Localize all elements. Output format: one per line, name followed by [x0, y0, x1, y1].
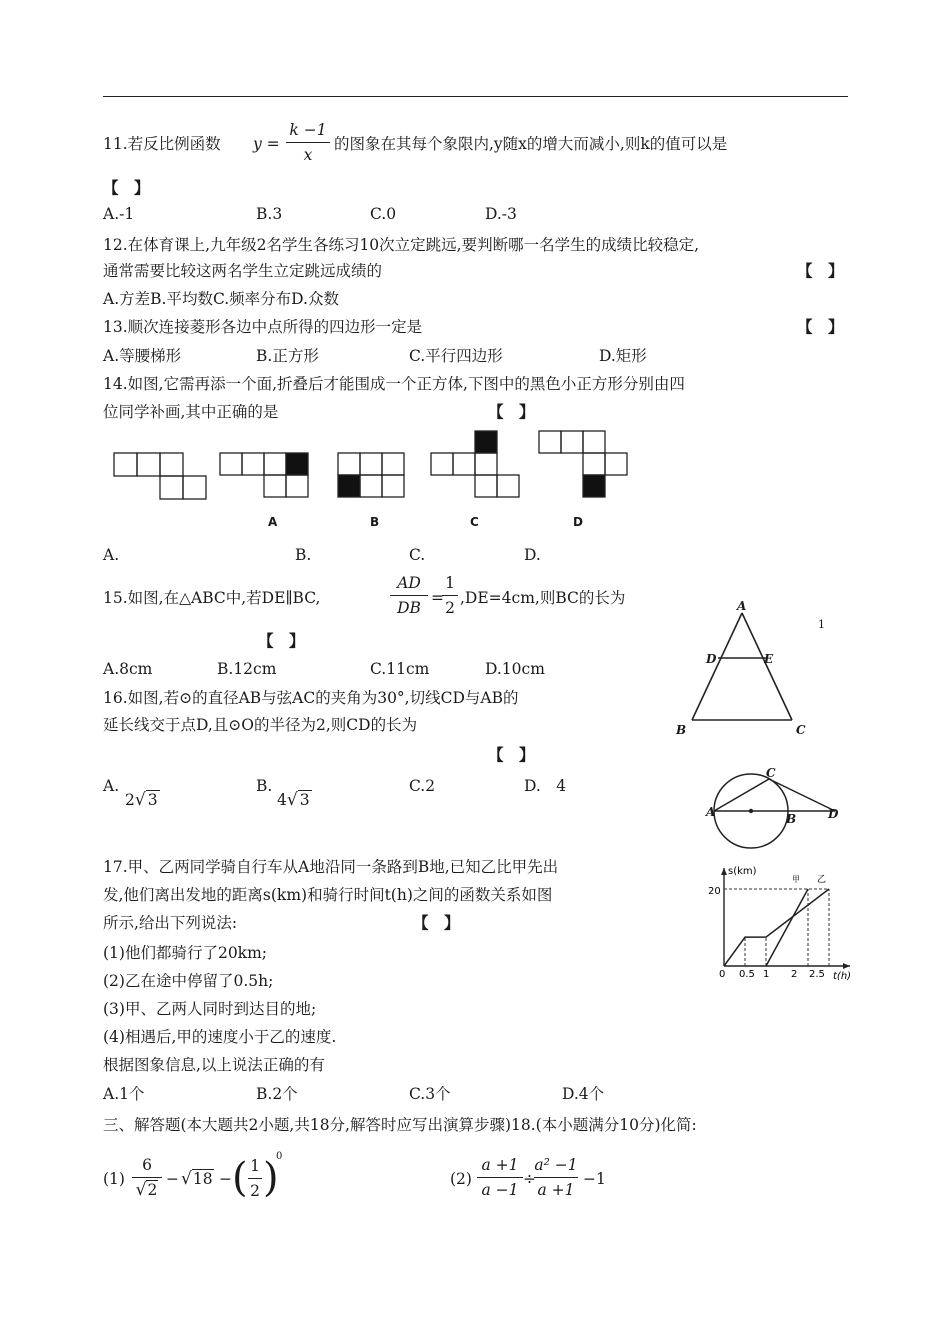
net-a[interactable]: [220, 453, 308, 497]
q17-xtick-0.5: 0.5: [739, 969, 755, 980]
q13-option-a[interactable]: A.等腰梯形: [103, 347, 182, 365]
q16-option-a-coef: 2: [125, 791, 135, 809]
q15-text-a: 15.如图,在△ABC中,若DE∥BC,: [103, 589, 321, 607]
q11-numerator: k −1: [289, 121, 327, 139]
q14-option-b[interactable]: B.: [295, 546, 312, 564]
q13-text: 13.顺次连接菱形各边中点所得的四边形一定是: [103, 318, 423, 336]
q15-fraction-half: [442, 572, 458, 619]
q17-item-1: (1)他们都骑行了20km;: [103, 944, 267, 962]
q18-p1-den-radicand: 2: [147, 1181, 158, 1199]
q14-fig-label-c: C: [470, 515, 479, 529]
q15-option-c[interactable]: C.11cm: [370, 660, 430, 678]
q16-option-a[interactable]: [103, 775, 119, 797]
q14-option-c[interactable]: C.: [409, 546, 426, 564]
q14-option-d[interactable]: D.: [524, 546, 541, 564]
q17-xtick-0: 0: [719, 969, 726, 980]
q16-label-a: A: [706, 805, 716, 819]
q15-frac1-den: DB: [397, 599, 421, 617]
net-c[interactable]: [431, 431, 519, 497]
y-axis-arrow: [721, 868, 727, 875]
q16-answer-bracket[interactable]: 【 】: [488, 745, 535, 764]
q18-p2-den2: a +1: [537, 1181, 575, 1199]
q18-p2-den1: a −1: [481, 1181, 519, 1199]
q17-option-a[interactable]: A.1个: [103, 1085, 145, 1103]
q15-text-b: ,DE=4cm,则BC的长为: [460, 589, 626, 607]
q18-p2-tail: −1: [583, 1170, 606, 1188]
q17-series-label-jia: 甲: [792, 875, 800, 884]
x-axis-arrow: [843, 963, 850, 969]
net-b[interactable]: [338, 453, 404, 497]
q17-ylabel: s(km): [728, 866, 757, 877]
q15-option-b[interactable]: B.12cm: [217, 660, 277, 678]
q16-label-c: C: [766, 766, 776, 780]
q17-line1: 17.甲、乙两同学骑自行车从A地沿同一条路到B地,已知乙比甲先出: [103, 858, 559, 876]
q18-p1-half-num: 1: [250, 1157, 260, 1175]
q18-p2-divide: ÷: [523, 1170, 536, 1188]
q14-fig-label-a: A: [268, 515, 278, 529]
q11-answer-bracket[interactable]: 【 】: [103, 178, 150, 197]
q15-fraction-ad-db: [390, 572, 428, 619]
q13-answer-bracket[interactable]: 【 】: [797, 317, 844, 336]
q11-text-a: 11.若反比例函数: [103, 135, 221, 153]
q11-option-c[interactable]: C.0: [370, 205, 397, 223]
q14-line1: 14.如图,它需再添一个面,折叠后才能围成一个正方体,下图中的黑色小正方形分别由四: [103, 375, 685, 393]
q16-option-a-label: A.: [103, 777, 120, 795]
q16-label-d: D: [828, 807, 839, 821]
q17-answer-bracket[interactable]: 【 】: [413, 913, 460, 932]
q15-label-c: C: [796, 723, 806, 737]
q14-fig-label-b: B: [370, 515, 380, 529]
q17-series-line-0: [766, 889, 808, 966]
q17-conclusion: 根据图象信息,以上说法正确的有: [103, 1056, 325, 1074]
q18-part2-label: (2): [450, 1170, 472, 1188]
q18-p1-minus2: −: [219, 1170, 232, 1188]
q16-option-b-coef: 4: [277, 791, 287, 809]
q16-label-b: B: [786, 812, 797, 826]
q15-eq: =: [431, 589, 444, 607]
q17-item-2: (2)乙在途中停留了0.5h;: [103, 972, 274, 990]
q18-p1-exponent: 0: [276, 1151, 283, 1162]
q18-part1-fraction: 6 √2: [132, 1154, 162, 1201]
q18-part2-fraction1: [477, 1154, 523, 1201]
q13-option-c[interactable]: C.平行四边形: [409, 347, 503, 365]
q16-option-b-value: 4√ 3: [277, 790, 310, 810]
q18-p2-num1: a +1: [481, 1156, 519, 1174]
q18-p1-paren-right: ): [263, 1155, 279, 1201]
q17-xtick-2.5: 2.5: [809, 969, 825, 980]
q16-option-b-label: B.: [256, 777, 273, 795]
q17-option-b[interactable]: B.2个: [256, 1085, 298, 1103]
q18-p1-paren-left: (: [232, 1155, 248, 1201]
q16-option-b-radicand: 3: [299, 791, 310, 809]
q17-item-4: (4)相遇后,甲的速度小于乙的速度.: [103, 1028, 337, 1046]
q16-option-b[interactable]: [256, 775, 272, 797]
q13-option-b[interactable]: B.正方形: [256, 347, 319, 365]
q11-denominator: x: [303, 146, 313, 164]
q16-option-c[interactable]: C.2: [409, 777, 436, 795]
q15-frac2-num: 1: [445, 574, 455, 592]
q18-p2-num2: a² −1: [534, 1156, 578, 1174]
q15-answer-bracket[interactable]: 【 】: [258, 631, 305, 650]
q18-p1-half-den: 2: [250, 1182, 260, 1200]
q15-option-d[interactable]: D.10cm: [485, 660, 545, 678]
q17-xtick-1: 1: [763, 969, 770, 980]
section3-heading: 三、解答题(本大题共2小题,共18分,解答时应写出演算步骤)18.(本小题满分10分)化简:: [103, 1116, 697, 1134]
q17-option-c[interactable]: C.3个: [409, 1085, 451, 1103]
q18-part1-label: (1): [103, 1170, 125, 1188]
q17-xlabel: t(h): [833, 971, 852, 981]
q16-option-a-value: 2√ 3: [125, 790, 158, 810]
q17-xtick-2: 2: [791, 969, 798, 980]
q11-option-b[interactable]: B.3: [256, 205, 283, 223]
q18-part2-fraction2: [534, 1154, 578, 1201]
q17-series-label-yi: 乙: [817, 875, 827, 885]
q14-fig-label-d: D: [573, 515, 583, 529]
q15-label-d: D: [706, 652, 717, 666]
q17-ytick-20: 20: [708, 886, 721, 897]
q18-p1-sqrt: √18: [181, 1169, 213, 1189]
q16-option-a-radicand: 3: [147, 791, 158, 809]
q18-p1-radicand: 18: [192, 1170, 213, 1188]
q15-label-e: E: [764, 652, 774, 666]
q12-line1: 12.在体育课上,九年级2名学生各练习10次立定跳远,要判断哪一名学生的成绩比较稳定,: [103, 236, 700, 254]
q17-distance-time-graph: [700, 856, 860, 981]
q16-line1: 16.如图,若⊙的直径AB与弦AC的夹角为30°,切线CD与AB的: [103, 689, 519, 707]
q16-line2: 延长线交于点D,且⊙O的半径为2,则CD的长为: [103, 716, 418, 734]
net-original: [114, 453, 206, 499]
q12-options[interactable]: A.方差B.平均数C.频率分布D.众数: [103, 290, 339, 308]
q15-frac2-den: 2: [445, 599, 455, 617]
q18-p1-minus: −: [166, 1170, 179, 1188]
q17-item-3: (3)甲、乙两人同时到达目的地;: [103, 1000, 317, 1018]
q17-series-line-1: [724, 889, 829, 966]
net-d[interactable]: [539, 431, 627, 497]
q15-frac1-num: AD: [397, 574, 421, 592]
q11-lhs: y =: [253, 135, 280, 153]
q13-option-d[interactable]: D.矩形: [599, 347, 647, 365]
q17-option-d[interactable]: D.4个: [562, 1085, 605, 1103]
q16-option-d[interactable]: D. 4: [524, 777, 567, 795]
q11-option-d[interactable]: D.-3: [485, 205, 517, 223]
q11-text-b: 的图象在其每个象限内,y随x的增大而减小,则k的值可以是: [334, 135, 728, 153]
q18-p1-num: 6: [142, 1156, 152, 1174]
q18-p1-half: [248, 1155, 262, 1202]
q12-answer-bracket[interactable]: 【 】: [797, 261, 844, 280]
q15-label-b: B: [676, 723, 687, 737]
q17-line2: 发,他们离出发地的距离s(km)和骑行时间t(h)之间的函数关系如图: [103, 886, 553, 904]
q14-line2: 位同学补画,其中正确的是: [103, 403, 279, 421]
q11-option-a[interactable]: A.-1: [103, 205, 135, 223]
q14-option-a[interactable]: A.: [103, 546, 120, 564]
q15-option-a[interactable]: A.8cm: [103, 660, 153, 678]
q12-line2: 通常需要比较这两名学生立定跳远成绩的: [103, 262, 383, 280]
q17-line3: 所示,给出下列说法:: [103, 914, 238, 932]
q14-answer-bracket[interactable]: 【 】: [488, 402, 535, 421]
q15-stray-mark: 1: [818, 618, 825, 631]
q15-label-a: A: [737, 599, 747, 613]
